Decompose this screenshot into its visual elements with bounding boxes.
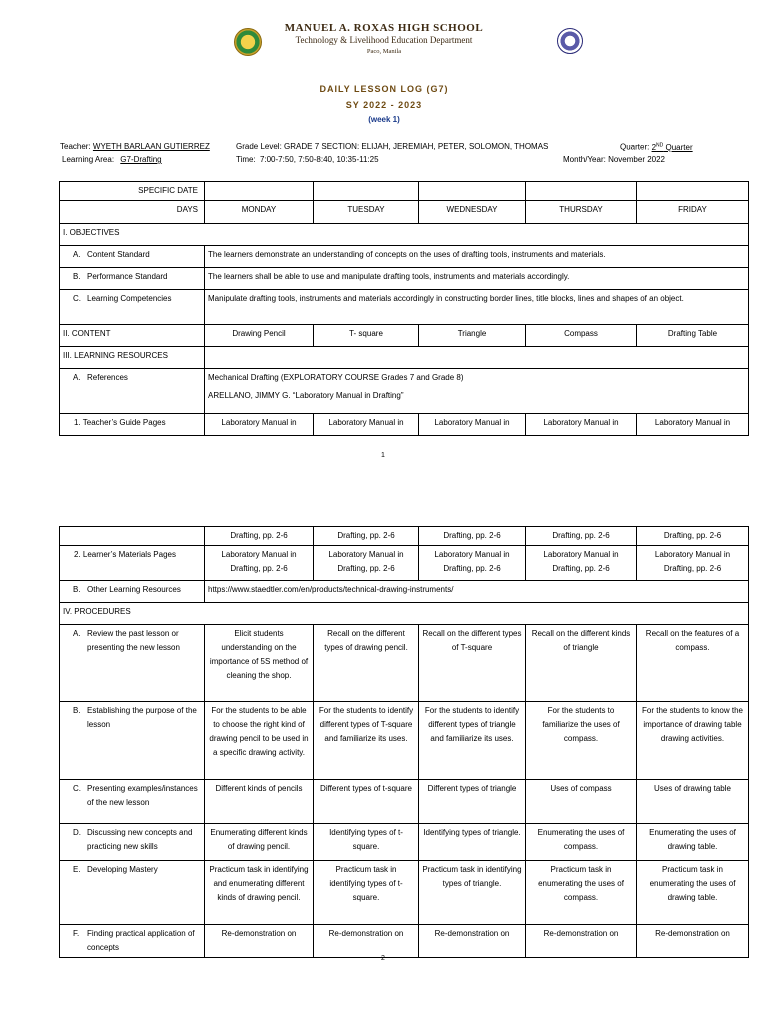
references-title: References <box>87 373 128 382</box>
learning-resources-heading: III. LEARNING RESOURCES <box>60 347 205 369</box>
procedure-d-title: Discussing new concepts and practicing new skills <box>87 828 193 851</box>
performance-standard-title: Performance Standard <box>87 272 168 281</box>
area-label: Learning Area: <box>62 155 115 164</box>
learning-competencies-label <box>60 290 205 325</box>
row-procedure-d <box>60 824 749 861</box>
performance-standard-text: The learners shall be able to use and manipulate drafting tools, instruments and materials accordingly. <box>205 268 749 290</box>
row-learners-materials <box>60 546 749 581</box>
teacher-label: Teacher: <box>60 142 91 151</box>
lm-wednesday: Laboratory Manual in Drafting, pp. 2-6 <box>419 546 526 581</box>
time-info <box>236 155 379 164</box>
procedure-b-friday: For the students to know the importance of drawing table drawing activities. <box>637 702 749 780</box>
grade-info <box>236 142 548 151</box>
procedure-f-label <box>60 925 205 958</box>
procedure-b-key: B. <box>73 706 81 715</box>
quarter-label: Quarter: <box>620 142 650 152</box>
day-wednesday: WEDNESDAY <box>419 201 526 224</box>
date-wednesday <box>419 182 526 201</box>
quarter-number: 2 <box>651 142 657 152</box>
content-standard-label <box>60 246 205 268</box>
content-standard-text: The learners demonstrate an understanding of concepts on the uses of drafting tools, instruments and materials. <box>205 246 749 268</box>
procedure-e-title: Developing Mastery <box>87 865 158 874</box>
content-monday: Drawing Pencil <box>205 325 314 347</box>
row-days <box>60 201 749 224</box>
row-other-resources <box>60 581 749 603</box>
procedure-e-thursday: Practicum task in enumerating the uses of compass. <box>526 861 637 925</box>
procedure-c-key: C. <box>73 784 81 793</box>
procedure-a-label <box>60 625 205 702</box>
day-friday: FRIDAY <box>637 201 749 224</box>
procedure-b-thursday: For the students to familiarize the uses of compass. <box>526 702 637 780</box>
grade-label: Grade Level: <box>236 142 282 151</box>
procedure-f-monday: Re-demonstration on <box>205 925 314 958</box>
school-name: MANUEL A. ROXAS HIGH SCHOOL <box>284 22 484 34</box>
procedure-d-tuesday: Identifying types of t-square. <box>314 824 419 861</box>
procedure-d-wednesday: Identifying types of triangle. <box>419 824 526 861</box>
procedure-a-thursday: Recall on the different kinds of triangle <box>526 625 637 702</box>
time-value: 7:00-7:50, 7:50-8:40, 10:35-11:25 <box>259 155 379 164</box>
procedure-c-title: Presenting examples/instances of the new lesson <box>87 784 198 807</box>
procedure-c-tuesday: Different types of t-square <box>314 780 419 824</box>
learning-resources-blank <box>205 347 749 369</box>
procedure-f-tuesday: Re-demonstration on <box>314 925 419 958</box>
row-specific-date <box>60 182 749 201</box>
procedure-b-tuesday: For the students to identify different types of T-square and familiarize its uses. <box>314 702 419 780</box>
teachers-guide-thursday: Laboratory Manual in <box>526 414 637 436</box>
tg-cont-monday: Drafting, pp. 2-6 <box>205 527 314 546</box>
lesson-log-table-page1 <box>59 181 749 436</box>
teachers-guide-monday: Laboratory Manual in <box>205 414 314 436</box>
procedure-f-wednesday: Re-demonstration on <box>419 925 526 958</box>
reference-line-1: Mechanical Drafting (EXPLORATORY COURSE Grades 7 and Grade 8) <box>208 373 464 382</box>
row-procedure-b <box>60 702 749 780</box>
content-tuesday: T- square <box>314 325 419 347</box>
procedure-f-friday: Re-demonstration on <box>637 925 749 958</box>
month-label: Month/Year: <box>563 155 606 164</box>
procedure-b-wednesday: For the students to identify different types of triangle and familiarize its uses. <box>419 702 526 780</box>
teachers-guide-tuesday: Laboratory Manual in <box>314 414 419 436</box>
row-teachers-guide <box>60 414 749 436</box>
other-resources-label <box>60 581 205 603</box>
row-performance-standard <box>60 268 749 290</box>
row-procedure-e <box>60 861 749 925</box>
procedure-e-label <box>60 861 205 925</box>
content-thursday: Compass <box>526 325 637 347</box>
row-learning-resources <box>60 347 749 369</box>
procedure-c-thursday: Uses of compass <box>526 780 637 824</box>
procedure-b-monday: For the students to be able to choose the right kind of drawing pencil to be used in a specific drawing activity. <box>205 702 314 780</box>
grade-value: GRADE 7 SECTION: ELIJAH, JEREMIAH, PETER, SOLOMON, THOMAS <box>284 142 549 151</box>
content-standard-title: Content Standard <box>87 250 150 259</box>
content-heading: II. CONTENT <box>60 325 205 347</box>
reference-line-2: ARELLANO, JIMMY G. “Laboratory Manual in Drafting” <box>208 391 404 400</box>
other-resources-key: B. <box>73 585 81 594</box>
procedure-a-friday: Recall on the features of a compass. <box>637 625 749 702</box>
row-procedure-f <box>60 925 749 958</box>
teacher-info <box>60 142 210 151</box>
row-procedures <box>60 603 749 625</box>
procedure-e-friday: Practicum task in enumerating the uses of drawing table. <box>637 861 749 925</box>
content-friday: Drafting Table <box>637 325 749 347</box>
tg-cont-friday: Drafting, pp. 2-6 <box>637 527 749 546</box>
area-value: G7-Drafting <box>120 155 162 164</box>
day-monday: MONDAY <box>205 201 314 224</box>
learning-competencies-text: Manipulate drafting tools, instruments and materials accordingly in constructing border lines, title blocks, lines and shapes of an object. <box>205 290 749 325</box>
learning-competencies-key: C. <box>73 294 81 303</box>
time-label: Time: <box>236 155 256 164</box>
lm-friday: Laboratory Manual in Drafting, pp. 2-6 <box>637 546 749 581</box>
performance-standard-label <box>60 268 205 290</box>
other-resources-link[interactable]: https://www.staedtler.com/en/products/technical-drawing-instruments/ <box>205 581 749 603</box>
month-value: November 2022 <box>608 155 665 164</box>
date-monday <box>205 182 314 201</box>
teachers-guide-wednesday: Laboratory Manual in <box>419 414 526 436</box>
school-location: Paco, Manila <box>366 48 402 55</box>
references-key: A. <box>73 373 81 382</box>
procedure-d-monday: Enumerating different kinds of drawing pencil. <box>205 824 314 861</box>
procedure-c-monday: Different kinds of pencils <box>205 780 314 824</box>
objectives-heading: I. OBJECTIVES <box>60 224 749 246</box>
month-info <box>563 155 665 164</box>
procedure-d-label <box>60 824 205 861</box>
date-thursday <box>526 182 637 201</box>
row-references <box>60 369 749 414</box>
lm-monday: Laboratory Manual in Drafting, pp. 2-6 <box>205 546 314 581</box>
procedure-c-label <box>60 780 205 824</box>
procedure-a-wednesday: Recall on the different types of T-square <box>419 625 526 702</box>
procedure-c-wednesday: Different types of triangle <box>419 780 526 824</box>
tg-cont-wednesday: Drafting, pp. 2-6 <box>419 527 526 546</box>
row-procedure-c <box>60 780 749 824</box>
procedure-d-thursday: Enumerating the uses of compass. <box>526 824 637 861</box>
procedure-a-monday: Elicit students understanding on the importance of 5S method of cleaning the shop. <box>205 625 314 702</box>
area-info <box>62 155 162 164</box>
day-tuesday: TUESDAY <box>314 201 419 224</box>
quarter-info <box>620 142 693 152</box>
date-friday <box>637 182 749 201</box>
row-objectives <box>60 224 749 246</box>
references-label <box>60 369 205 414</box>
procedure-c-friday: Uses of drawing table <box>637 780 749 824</box>
row-content-standard <box>60 246 749 268</box>
date-tuesday <box>314 182 419 201</box>
week-label: (week 1) <box>368 115 400 124</box>
lm-thursday: Laboratory Manual in Drafting, pp. 2-6 <box>526 546 637 581</box>
procedures-heading: IV. PROCEDURES <box>60 603 749 625</box>
content-standard-key: A. <box>73 250 81 259</box>
tg-cont-thursday: Drafting, pp. 2-6 <box>526 527 637 546</box>
procedure-b-title: Establishing the purpose of the lesson <box>87 706 197 729</box>
learners-materials-label: 2. Learner’s Materials Pages <box>60 546 205 581</box>
page-number-1: 1 <box>381 452 385 459</box>
procedure-e-tuesday: Practicum task in identifying types of t-square. <box>314 861 419 925</box>
teachers-guide-friday: Laboratory Manual in <box>637 414 749 436</box>
procedure-f-key: F. <box>73 929 80 938</box>
row-teachers-guide-cont <box>60 527 749 546</box>
tg-cont-tuesday: Drafting, pp. 2-6 <box>314 527 419 546</box>
teachers-guide-label: 1. Teacher’s Guide Pages <box>60 414 205 436</box>
procedure-a-key: A. <box>73 629 81 638</box>
procedure-d-friday: Enumerating the uses of drawing table. <box>637 824 749 861</box>
row-content <box>60 325 749 347</box>
school-year: SY 2022 - 2023 <box>345 100 423 110</box>
quarter-value <box>652 143 693 152</box>
teacher-name: WYETH BARLAAN GUTIERREZ <box>92 142 210 151</box>
procedure-a-title: Review the past lesson or presenting the new lesson <box>87 629 180 652</box>
procedure-e-monday: Practicum task in identifying and enumerating different kinds of drawing pencil. <box>205 861 314 925</box>
procedure-d-key: D. <box>73 828 81 837</box>
quarter-suffix: ND <box>656 142 664 148</box>
references-text <box>205 369 749 414</box>
procedure-e-key: E. <box>73 865 81 874</box>
quarter-word: Quarter <box>665 142 693 152</box>
lesson-log-table-page2 <box>59 526 749 958</box>
department-name: Technology & Livelihood Education Department <box>295 35 473 45</box>
procedure-f-thursday: Re-demonstration on <box>526 925 637 958</box>
procedure-a-tuesday: Recall on the different types of drawing pencil. <box>314 625 419 702</box>
day-thursday: THURSDAY <box>526 201 637 224</box>
procedure-b-label <box>60 702 205 780</box>
row-procedure-a <box>60 625 749 702</box>
performance-standard-key: B. <box>73 272 81 281</box>
content-wednesday: Triangle <box>419 325 526 347</box>
learning-competencies-title: Learning Competencies <box>87 294 172 303</box>
row-learning-competencies <box>60 290 749 325</box>
document-title: DAILY LESSON LOG (G7) <box>319 84 449 94</box>
specific-date-label: SPECIFIC DATE <box>60 182 205 201</box>
procedure-f-title: Finding practical application of concepts <box>87 929 195 952</box>
lm-tuesday: Laboratory Manual in Drafting, pp. 2-6 <box>314 546 419 581</box>
procedure-e-wednesday: Practicum task in identifying types of triangle. <box>419 861 526 925</box>
other-resources-title: Other Learning Resources <box>87 585 181 594</box>
teachers-guide-cont-label <box>60 527 205 546</box>
page-number-2: 2 <box>381 955 385 962</box>
days-label: DAYS <box>60 201 205 224</box>
